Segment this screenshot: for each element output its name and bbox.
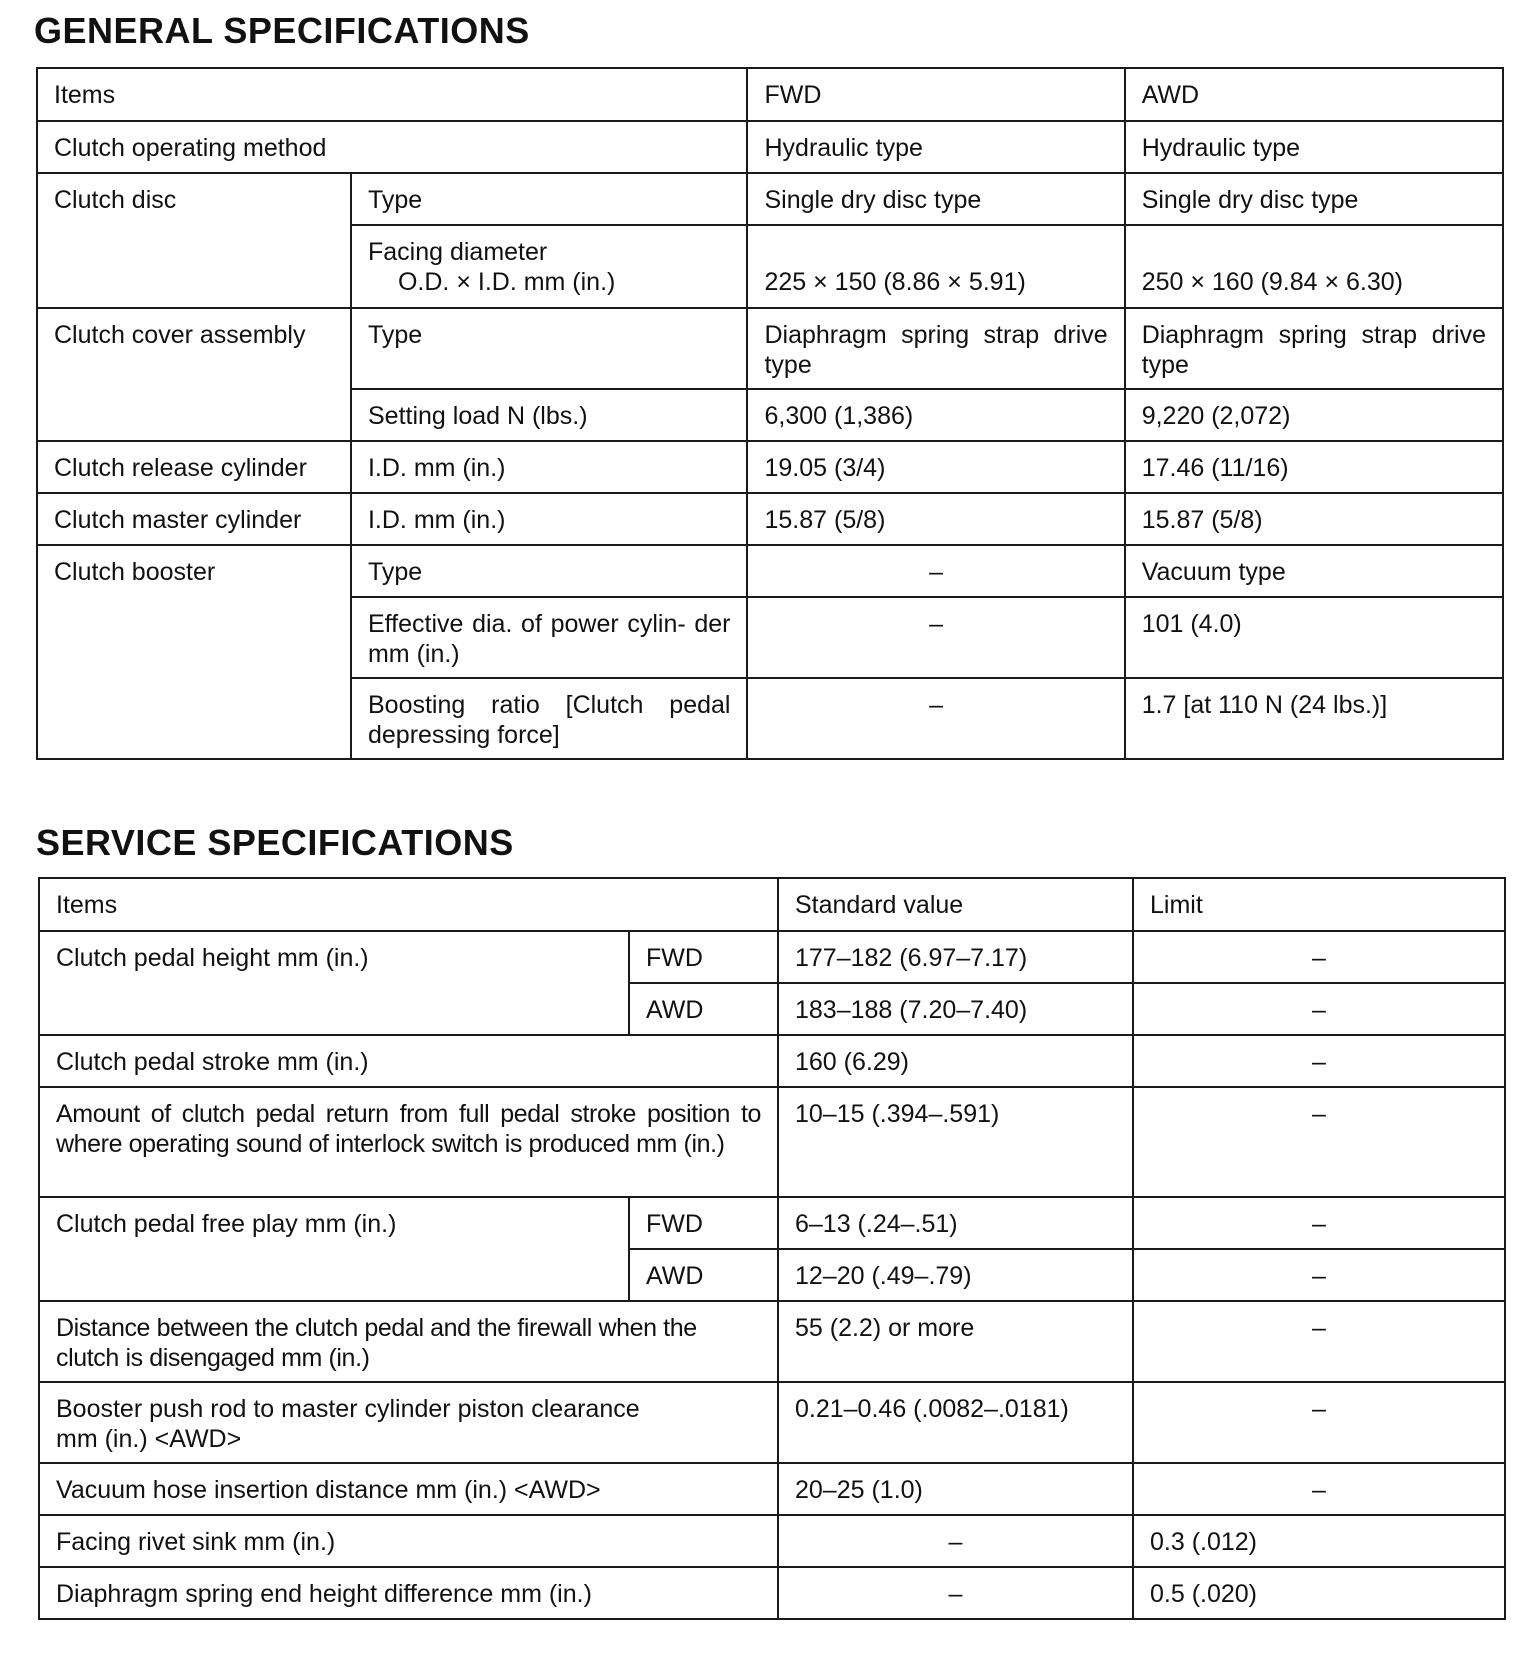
release-cylinder-sub: I.D. mm (in.) xyxy=(351,441,748,493)
table-row xyxy=(39,1035,1505,1087)
cover-type-fwd: Diaphragm spring strap drive type xyxy=(747,308,1124,389)
free-play-awd-variant: AWD xyxy=(629,1249,778,1301)
table-row xyxy=(39,1567,1505,1619)
spring-end-limit: 0.5 (.020) xyxy=(1133,1567,1505,1619)
table-row xyxy=(39,931,1505,983)
table-row xyxy=(39,1382,1505,1463)
pedal-height-fwd-variant: FWD xyxy=(629,931,778,983)
pedal-height-awd-limit: – xyxy=(1133,983,1505,1035)
pedal-height-awd-standard: 183–188 (7.20–7.40) xyxy=(778,983,1133,1035)
pedal-return-standard: 10–15 (.394–.591) xyxy=(778,1087,1133,1197)
table-header-row xyxy=(39,878,1505,931)
clutch-disc-label: Clutch disc xyxy=(37,173,351,308)
table-row xyxy=(39,1301,1505,1382)
boosting-ratio-awd: 1.7 [at 110 N (24 lbs.)] xyxy=(1125,678,1503,759)
table-row xyxy=(37,545,1503,597)
service-specifications-table xyxy=(38,877,1506,1620)
pedal-return-label: Amount of clutch pedal return from full pedal stroke position to where operating sound of interlock switch is produced mm (in.) xyxy=(39,1087,778,1197)
release-cylinder-awd: 17.46 (11/16) xyxy=(1125,441,1503,493)
pedal-return-limit: – xyxy=(1133,1087,1505,1197)
effective-dia-awd: 101 (4.0) xyxy=(1125,597,1503,678)
header-items: Items xyxy=(37,68,747,121)
table-row xyxy=(37,441,1503,493)
operating-method-fwd: Hydraulic type xyxy=(747,121,1124,173)
facing-diameter-awd: 250 × 160 (9.84 × 6.30) xyxy=(1125,225,1503,308)
cover-type-label: Type xyxy=(351,308,748,389)
vacuum-hose-limit: – xyxy=(1133,1463,1505,1515)
push-rod-clearance-label xyxy=(39,1382,778,1463)
table-row xyxy=(37,173,1503,225)
table-row xyxy=(37,121,1503,173)
firewall-distance-limit: – xyxy=(1133,1301,1505,1382)
table-row xyxy=(37,493,1503,545)
facing-diameter-line2: O.D. × I.D. mm (in.) xyxy=(397,268,616,296)
table-row xyxy=(39,1515,1505,1567)
pedal-height-label: Clutch pedal height mm (in.) xyxy=(39,931,629,1035)
clutch-disc-type-awd: Single dry disc type xyxy=(1125,173,1503,225)
master-cylinder-fwd: 15.87 (5/8) xyxy=(747,493,1124,545)
table-row xyxy=(39,1463,1505,1515)
push-rod-clearance-standard: 0.21–0.46 (.0082–.0181) xyxy=(778,1382,1133,1463)
setting-load-label: Setting load N (lbs.) xyxy=(351,389,748,441)
general-specifications-table xyxy=(36,67,1504,760)
clutch-disc-type-label: Type xyxy=(351,173,748,225)
table-row xyxy=(39,1197,1505,1249)
header-limit: Limit xyxy=(1133,878,1505,931)
rivet-sink-label: Facing rivet sink mm (in.) xyxy=(39,1515,778,1567)
free-play-fwd-standard: 6–13 (.24–.51) xyxy=(778,1197,1133,1249)
master-cylinder-sub: I.D. mm (in.) xyxy=(351,493,748,545)
pedal-stroke-limit: – xyxy=(1133,1035,1505,1087)
master-cylinder-label: Clutch master cylinder xyxy=(37,493,351,545)
release-cylinder-fwd: 19.05 (3/4) xyxy=(747,441,1124,493)
spring-end-standard: – xyxy=(778,1567,1133,1619)
header-standard-value: Standard value xyxy=(778,878,1133,931)
push-rod-clearance-line1: Booster push rod to master cylinder piston clearance xyxy=(56,1395,640,1423)
header-fwd: FWD xyxy=(747,68,1124,121)
free-play-awd-standard: 12–20 (.49–.79) xyxy=(778,1249,1133,1301)
boosting-ratio-label: Boosting ratio [Clutch pedal depressing force] xyxy=(351,678,748,759)
effective-dia-fwd: – xyxy=(747,597,1124,678)
spring-end-label: Diaphragm spring end height difference mm (in.) xyxy=(39,1567,778,1619)
rivet-sink-standard: – xyxy=(778,1515,1133,1567)
clutch-disc-type-fwd: Single dry disc type xyxy=(747,173,1124,225)
booster-label: Clutch booster xyxy=(37,545,351,759)
pedal-stroke-label: Clutch pedal stroke mm (in.) xyxy=(39,1035,778,1087)
booster-type-fwd: – xyxy=(747,545,1124,597)
cover-assembly-label: Clutch cover assembly xyxy=(37,308,351,441)
booster-type-awd: Vacuum type xyxy=(1125,545,1503,597)
booster-type-label: Type xyxy=(351,545,748,597)
effective-dia-label: Effective dia. of power cylin- der mm (in.) xyxy=(351,597,748,678)
operating-method-awd: Hydraulic type xyxy=(1125,121,1503,173)
release-cylinder-label: Clutch release cylinder xyxy=(37,441,351,493)
push-rod-clearance-line2: mm (in.) <AWD> xyxy=(56,1425,242,1453)
table-header-row xyxy=(37,68,1503,121)
facing-diameter-fwd: 225 × 150 (8.86 × 5.91) xyxy=(747,225,1124,308)
facing-diameter-line1: Facing diameter xyxy=(367,238,548,266)
push-rod-clearance-limit: – xyxy=(1133,1382,1505,1463)
header-awd: AWD xyxy=(1125,68,1503,121)
free-play-label: Clutch pedal free play mm (in.) xyxy=(39,1197,629,1301)
setting-load-fwd: 6,300 (1,386) xyxy=(747,389,1124,441)
firewall-distance-standard: 55 (2.2) or more xyxy=(778,1301,1133,1382)
boosting-ratio-fwd: – xyxy=(747,678,1124,759)
facing-diameter-label xyxy=(351,225,748,308)
rivet-sink-limit: 0.3 (.012) xyxy=(1133,1515,1505,1567)
setting-load-awd: 9,220 (2,072) xyxy=(1125,389,1503,441)
firewall-distance-label: Distance between the clutch pedal and the firewall when the clutch is disengaged mm (in.) xyxy=(39,1301,778,1382)
pedal-height-fwd-limit: – xyxy=(1133,931,1505,983)
pedal-height-fwd-standard: 177–182 (6.97–7.17) xyxy=(778,931,1133,983)
vacuum-hose-standard: 20–25 (1.0) xyxy=(778,1463,1133,1515)
operating-method-label: Clutch operating method xyxy=(37,121,747,173)
free-play-awd-limit: – xyxy=(1133,1249,1505,1301)
table-row xyxy=(37,308,1503,389)
vacuum-hose-label: Vacuum hose insertion distance mm (in.) <AWD> xyxy=(39,1463,778,1515)
cover-type-awd: Diaphragm spring strap drive type xyxy=(1125,308,1503,389)
master-cylinder-awd: 15.87 (5/8) xyxy=(1125,493,1503,545)
free-play-fwd-variant: FWD xyxy=(629,1197,778,1249)
free-play-fwd-limit: – xyxy=(1133,1197,1505,1249)
general-specifications-title: GENERAL SPECIFICATIONS xyxy=(34,10,530,51)
header-items: Items xyxy=(39,878,778,931)
pedal-stroke-standard: 160 (6.29) xyxy=(778,1035,1133,1087)
service-specifications-title: SERVICE SPECIFICATIONS xyxy=(36,822,514,863)
pedal-height-awd-variant: AWD xyxy=(629,983,778,1035)
table-row xyxy=(39,1087,1505,1197)
